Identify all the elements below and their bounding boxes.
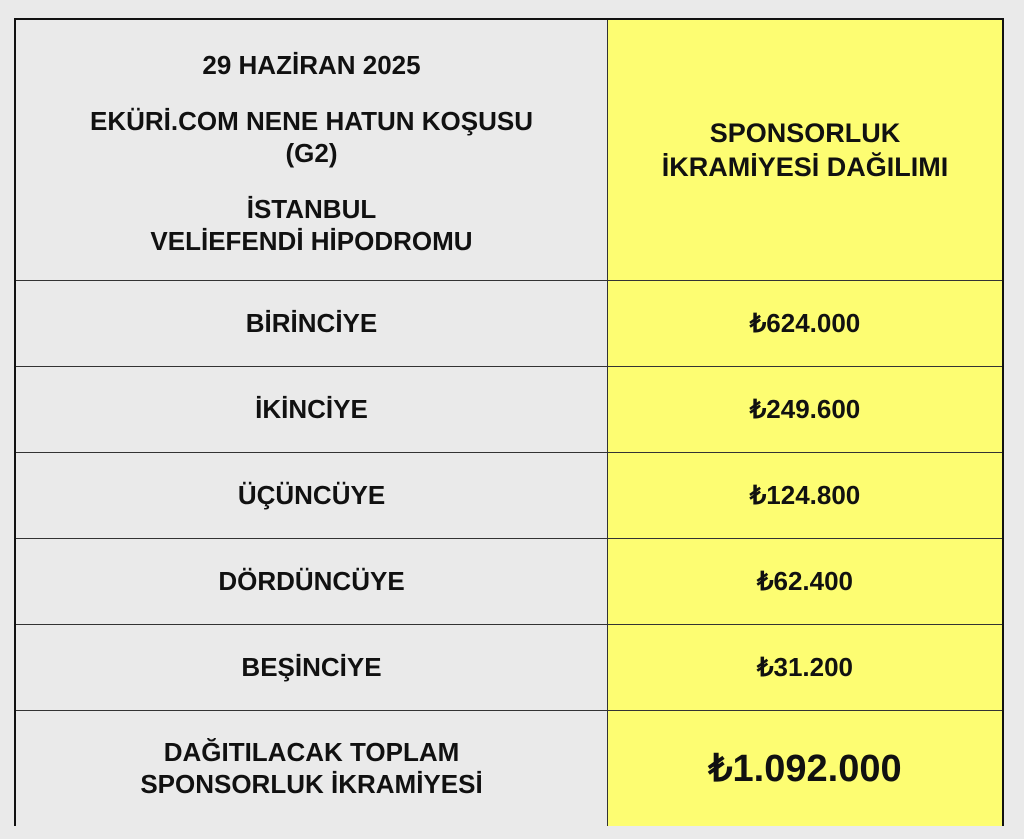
total-label-line1: DAĞITILACAK TOPLAM [163, 737, 460, 768]
place-label: BİRİNCİYE [16, 280, 608, 366]
total-label-line2: SPONSORLUK İKRAMİYESİ [140, 769, 483, 800]
total-row [16, 710, 1002, 826]
prize-distribution-table [16, 20, 1002, 826]
prize-amount: ₺624.000 [608, 280, 1003, 366]
table-row [16, 624, 1002, 710]
column-title-line1: SPONSORLUK [709, 117, 901, 148]
prize-amount: ₺124.800 [608, 452, 1003, 538]
race-date: 29 HAZİRAN 2025 [202, 49, 421, 80]
header-row [16, 20, 1002, 280]
table-row [16, 280, 1002, 366]
venue-city: İSTANBUL [246, 193, 377, 224]
column-title-line2: İKRAMİYESİ DAĞILIMI [661, 151, 949, 182]
column-title-cell [608, 20, 1003, 280]
race-info-cell [16, 20, 608, 280]
total-label-cell [16, 710, 608, 826]
race-name: EKÜRİ.COM NENE HATUN KOŞUSU [90, 105, 533, 136]
prize-table-frame [14, 18, 1004, 826]
table-row [16, 366, 1002, 452]
table-row [16, 452, 1002, 538]
place-label: BEŞİNCİYE [16, 624, 608, 710]
place-label: DÖRDÜNCÜYE [16, 538, 608, 624]
total-amount: ₺1.092.000 [608, 710, 1003, 826]
prize-amount: ₺62.400 [608, 538, 1003, 624]
venue-name: VELİEFENDİ HİPODROMU [150, 225, 473, 256]
prize-amount: ₺249.600 [608, 366, 1003, 452]
place-label: İKİNCİYE [16, 366, 608, 452]
race-grade: (G2) [285, 137, 338, 168]
place-label: ÜÇÜNCÜYE [16, 452, 608, 538]
table-row [16, 538, 1002, 624]
prize-amount: ₺31.200 [608, 624, 1003, 710]
